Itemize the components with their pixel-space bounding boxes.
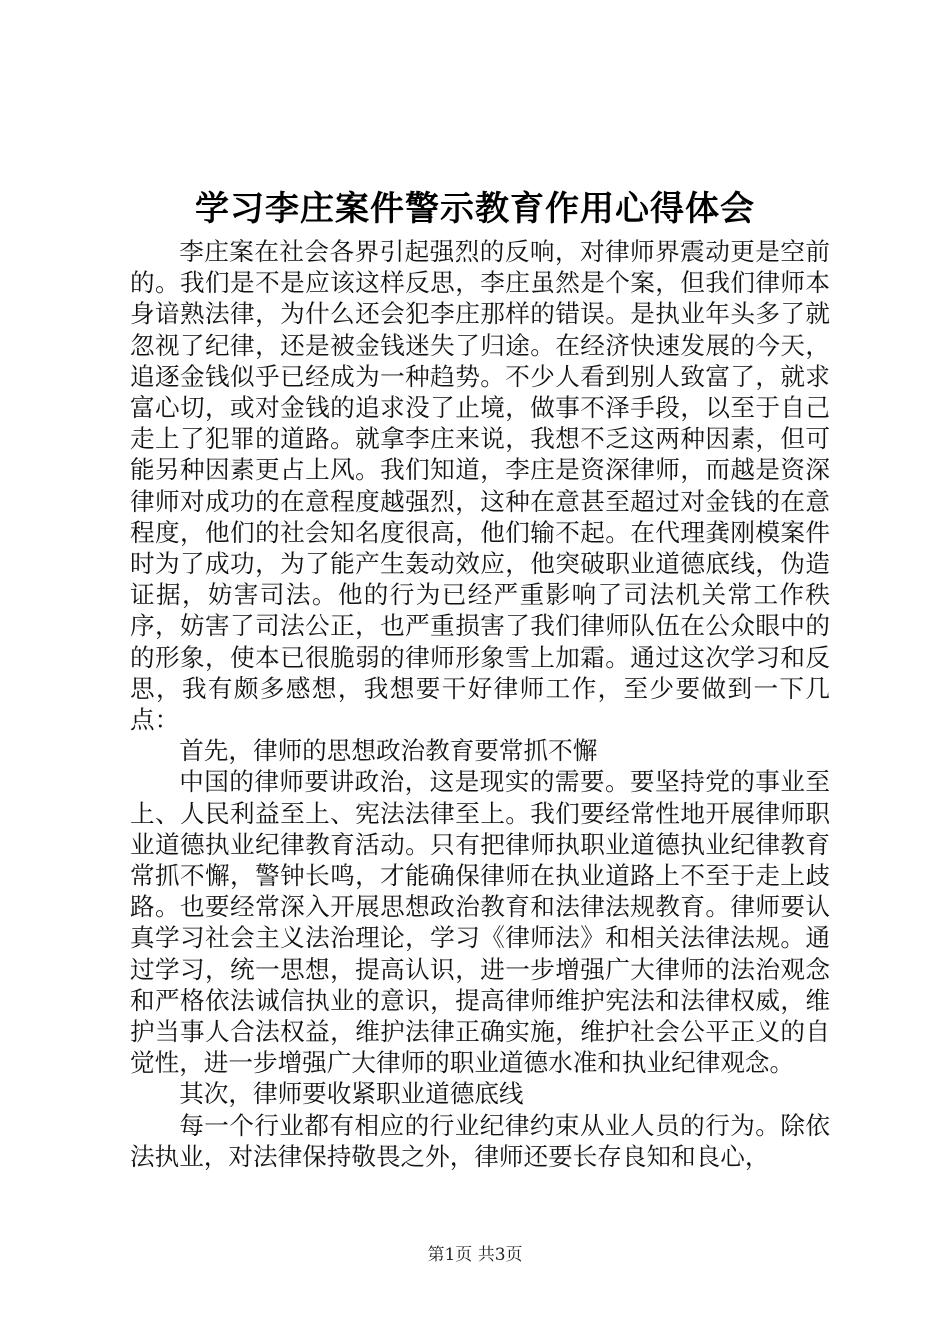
- document-title: 学习李庄案件警示教育作用心得体会: [195, 189, 755, 229]
- page-footer: 第1页 共3页: [427, 1245, 523, 1265]
- paragraph-first: 中国的律师要讲政治，这是现实的需要。要坚持党的事业至上、人民利益至上、宪法法律至上。我们要经常性地开展律师职业道德执业纪律教育活动。只有把律师执职业道德执业纪律教育常抓不懈，警钟长鸣，才能确保律师在执业道路上不至于走上歧路。也要经常深入开展思想政治教育和法律法规教育。律师要认真学习社会主义法治理论，学习《律师法》和相关法律法规。通过学习，统一思想，提高认识，进一步增强广大律师的法治观念和严格依法诚信执业的意识，提高律师维护宪法和法律权威，维护当事人合法权益，维护法律正确实施，维护社会公平正义的自觉性，进一步增强广大律师的职业道德水准和执业纪律观念。: [130, 767, 830, 1078]
- paragraph-intro: 李庄案在社会各界引起强烈的反响，对律师界震动更是空前的。我们是不是应该这样反思，李庄虽然是个案，但我们律师本身谙熟法律，为什么还会犯李庄那样的错误。是执业年头多了就忽视了纪律，还是被金钱迷失了归途。在经济快速发展的今天，追逐金钱似乎已经成为一种趋势。不少人看到别人致富了，就求富心切，或对金钱的追求没了止境，做事不泽手段，以至于自己走上了犯罪的道路。就拿李庄来说，我想不乏这两种因素，但可能另种因素更占上风。我们知道，李庄是资深律师，而越是资深律师对成功的在意程度越强烈，这种在意甚至超过对金钱的在意程度，他们的社会知名度很高，他们输不起。在代理龚刚模案件时为了成功，为了能产生轰动效应，他突破职业道德底线，伪造证据，妨害司法。他的行为已经严重影响了司法机关常工作秩序，妨害了司法公正，也严重损害了我们律师队伍在公众眼中的的形象，使本已很脆弱的律师形象雪上加霜。通过这次学习和反思，我有颇多感想，我想要干好律师工作，至少要做到一下几点：: [130, 237, 830, 735]
- paragraph-second: 每一个行业都有相应的行业纪律约束从业人员的行为。除依法执业，对法律保持敬畏之外，律师还要长存良知和良心，: [130, 1110, 830, 1171]
- section-heading-first: 首先，律师的思想政治教育要常抓不懈: [179, 736, 598, 766]
- section-heading-second: 其次，律师要收紧职业道德底线: [179, 1079, 524, 1109]
- document-body: [130, 236, 830, 1172]
